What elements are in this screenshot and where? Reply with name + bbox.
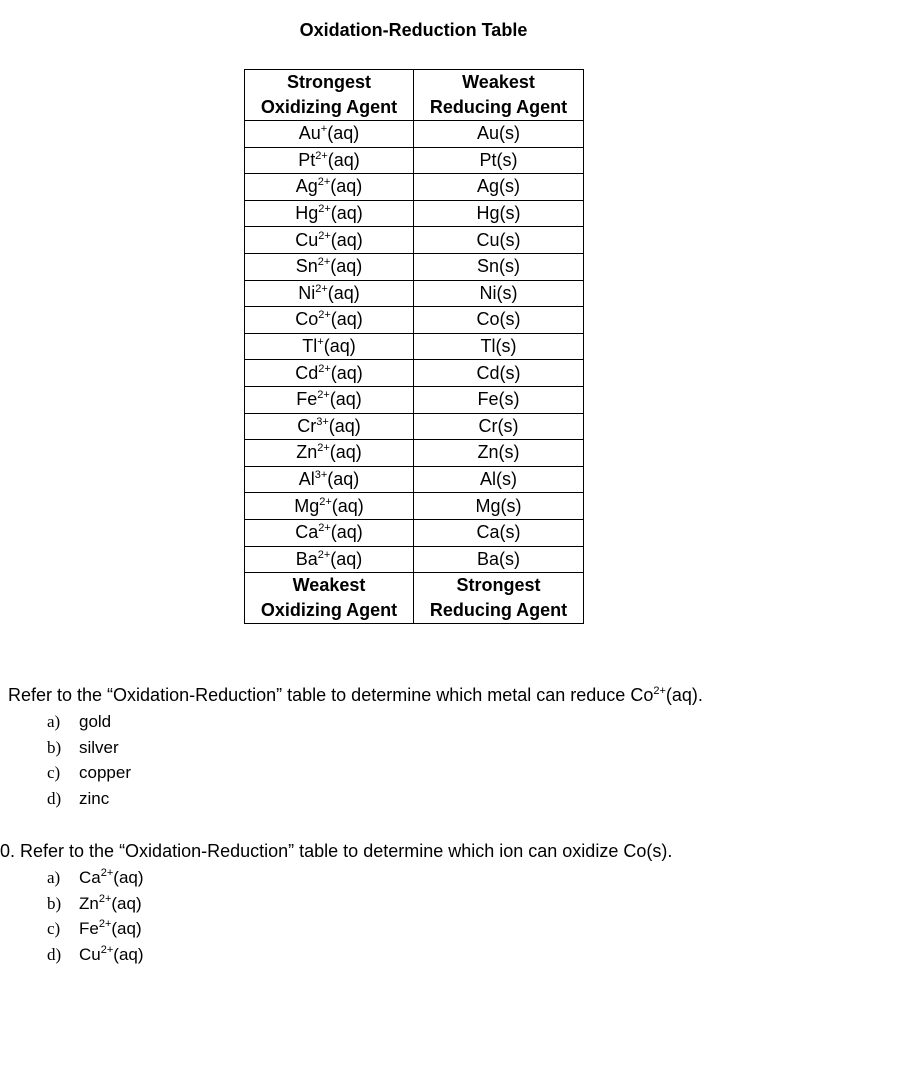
choice-charge: 2+ (100, 943, 114, 956)
answer-choice (47, 916, 144, 942)
question-1-choices (47, 709, 131, 811)
ion-symbol: Cu (295, 229, 319, 250)
footer-left-line2: Oxidizing Agent (260, 600, 398, 621)
header-weakest-reducing-agent (414, 70, 584, 121)
question-1-prefix: Refer to the “Oxidation-Reduction” table to determine which metal can reduce Co (8, 685, 654, 705)
ion-charge: 2+ (317, 256, 331, 269)
ion-charge: 2+ (318, 229, 331, 242)
ion-state: (aq) (329, 389, 362, 410)
question-2-choices (47, 865, 144, 967)
oxidizing-agent-cell (245, 466, 414, 493)
ion-charge: 3+ (314, 469, 328, 482)
footer-left-line1: Weakest (292, 575, 366, 596)
ion-charge: 2+ (319, 495, 332, 508)
oxidizing-agent-cell (245, 253, 414, 280)
page-title: Oxidation-Reduction Table (299, 20, 528, 40)
ion-symbol: Tl (302, 336, 318, 357)
table-row (245, 227, 584, 254)
ion-state: (aq) (331, 495, 364, 516)
ion-state: (aq) (330, 256, 363, 277)
table-row (245, 519, 584, 546)
ion-state: (aq) (327, 469, 360, 490)
reducing-agent-cell: Pt(s) (414, 147, 584, 174)
ion-symbol: Cr (297, 415, 317, 436)
choice-text: Fe (79, 919, 99, 939)
ion-state: (aq) (330, 309, 363, 330)
ion-charge: 2+ (318, 203, 331, 216)
ion-charge: 2+ (317, 548, 331, 561)
choice-charge: 2+ (100, 867, 114, 879)
oxidizing-agent-cell (245, 546, 414, 573)
ion-symbol: Hg (295, 203, 319, 224)
table-row (245, 200, 584, 227)
footer-weakest-oxidizing-agent (245, 573, 414, 624)
ion-symbol: Fe (296, 389, 318, 410)
ion-charge: 2+ (317, 176, 331, 189)
reducing-agent-cell: Ag(s) (414, 174, 584, 201)
oxidizing-agent-cell (245, 413, 414, 440)
ion-state: (aq) (323, 336, 356, 357)
answer-choice (47, 942, 144, 968)
oxidizing-agent-cell (245, 280, 414, 307)
table-row (245, 253, 584, 280)
oxidizing-agent-cell (245, 200, 414, 227)
ion-symbol: Ba (295, 548, 318, 569)
ion-symbol: Mg (294, 495, 320, 516)
reducing-agent-cell: Cu(s) (414, 227, 584, 254)
choice-text: zinc (79, 788, 110, 808)
oxidizing-agent-cell (245, 227, 414, 254)
choice-letter: a) (47, 712, 61, 731)
choice-text: gold (79, 712, 112, 731)
ion-symbol: Pt (298, 149, 316, 170)
ion-state: (aq) (330, 176, 363, 197)
table-row (245, 546, 584, 573)
question-1-suffix: (aq). (665, 685, 703, 705)
choice-letter: b) (47, 893, 62, 913)
ion-charge: + (317, 336, 324, 349)
table-footer-row (245, 573, 584, 624)
reducing-agent-cell: Ca(s) (414, 519, 584, 546)
choice-text: Ca (79, 868, 101, 887)
table-body (245, 121, 584, 573)
footer-right-line1: Strongest (456, 575, 541, 596)
oxidizing-agent-cell (245, 360, 414, 387)
header-right-line2: Reducing Agent (429, 97, 568, 117)
ion-state: (aq) (330, 203, 363, 224)
reducing-agent-cell: Ni(s) (414, 280, 584, 307)
footer-right-line2: Reducing Agent (429, 600, 568, 621)
answer-choice (47, 760, 131, 786)
ion-state: (aq) (327, 282, 360, 303)
header-strongest-oxidizing-agent (245, 70, 414, 121)
choice-state: (aq) (113, 868, 144, 887)
table-row (245, 280, 584, 307)
header-left-line2: Oxidizing Agent (260, 97, 398, 117)
oxidizing-agent-cell (245, 147, 414, 174)
ion-symbol: Sn (295, 256, 318, 277)
reducing-agent-cell: Tl(s) (414, 333, 584, 360)
choice-state: (aq) (111, 893, 142, 913)
table-row (245, 147, 584, 174)
reducing-agent-cell: Cd(s) (414, 360, 584, 387)
question-1 (8, 685, 703, 706)
oxidizing-agent-cell (245, 333, 414, 360)
reducing-agent-cell: Hg(s) (414, 200, 584, 227)
choice-charge: 2+ (98, 892, 112, 905)
reducing-agent-cell: Ba(s) (414, 546, 584, 573)
ion-charge: 2+ (318, 522, 331, 535)
oxidizing-agent-cell (245, 174, 414, 201)
header-right-line1: Weakest (462, 72, 535, 92)
ion-symbol: Ni (298, 282, 316, 303)
header-left-line1: Strongest (286, 72, 371, 92)
choice-letter: c) (47, 919, 61, 939)
ion-state: (aq) (330, 548, 363, 569)
ion-charge: 2+ (315, 149, 328, 162)
choice-state: (aq) (111, 919, 142, 939)
ion-charge: 2+ (317, 442, 330, 455)
ion-charge: 2+ (315, 282, 328, 295)
ion-state: (aq) (328, 415, 361, 436)
table-row (245, 493, 584, 520)
ion-symbol: Zn (296, 442, 318, 463)
choice-letter: d) (47, 944, 62, 964)
oxidizing-agent-cell (245, 440, 414, 467)
ion-charge: 2+ (318, 309, 331, 322)
reducing-agent-cell: Zn(s) (414, 440, 584, 467)
oxidizing-agent-cell (245, 493, 414, 520)
ion-symbol: Ca (295, 522, 319, 543)
answer-choice (47, 865, 144, 891)
question-1-sup: 2+ (653, 685, 666, 697)
ion-charge: 3+ (316, 415, 329, 428)
choice-text: copper (79, 763, 131, 783)
reducing-agent-cell: Sn(s) (414, 253, 584, 280)
table-row (245, 466, 584, 493)
ion-symbol: Al (298, 469, 315, 490)
table-row (245, 386, 584, 413)
reducing-agent-cell: Al(s) (414, 466, 584, 493)
table-row (245, 307, 584, 334)
answer-choice (47, 786, 131, 812)
ion-charge: 2+ (318, 362, 331, 375)
table-header-row (245, 70, 584, 121)
ion-symbol: Cd (295, 362, 319, 383)
choice-text: Cu (79, 944, 101, 964)
ion-state: (aq) (330, 522, 363, 543)
ion-symbol: Ag (295, 176, 318, 197)
ion-symbol: Au (298, 123, 321, 144)
choice-charge: 2+ (98, 918, 112, 931)
answer-choice (47, 891, 144, 917)
table-row (245, 360, 584, 387)
question-2-prefix: 0. Refer to the “Oxidation-Reduction” table to determine which ion can oxidize Co(s). (0, 841, 673, 861)
ion-state: (aq) (330, 362, 363, 383)
footer-strongest-reducing-agent (414, 573, 584, 624)
table-row (245, 333, 584, 360)
question-2 (0, 841, 672, 862)
choice-text: silver (79, 737, 119, 757)
table-row (245, 174, 584, 201)
ion-state: (aq) (327, 149, 360, 170)
answer-choice (47, 735, 131, 761)
table-row (245, 440, 584, 467)
oxidizing-agent-cell (245, 307, 414, 334)
ion-charge: + (320, 123, 328, 136)
choice-letter: c) (47, 763, 61, 783)
choice-letter: d) (47, 788, 62, 808)
choice-letter: a) (47, 868, 61, 887)
ion-charge: 2+ (317, 389, 330, 402)
choice-state: (aq) (113, 944, 144, 964)
oxidizing-agent-cell (245, 386, 414, 413)
oxidation-reduction-table (244, 69, 584, 624)
ion-symbol: Co (295, 309, 319, 330)
answer-choice (47, 709, 131, 735)
oxidizing-agent-cell (245, 519, 414, 546)
reducing-agent-cell: Cr(s) (414, 413, 584, 440)
table-row (245, 413, 584, 440)
table-row (245, 121, 584, 148)
reducing-agent-cell: Co(s) (414, 307, 584, 334)
ion-state: (aq) (330, 229, 363, 250)
choice-letter: b) (47, 737, 62, 757)
ion-state: (aq) (327, 123, 360, 144)
ion-state: (aq) (329, 442, 362, 463)
reducing-agent-cell: Fe(s) (414, 386, 584, 413)
choice-text: Zn (79, 893, 99, 913)
oxidizing-agent-cell (245, 121, 414, 148)
reducing-agent-cell: Au(s) (414, 121, 584, 148)
reducing-agent-cell: Mg(s) (414, 493, 584, 520)
